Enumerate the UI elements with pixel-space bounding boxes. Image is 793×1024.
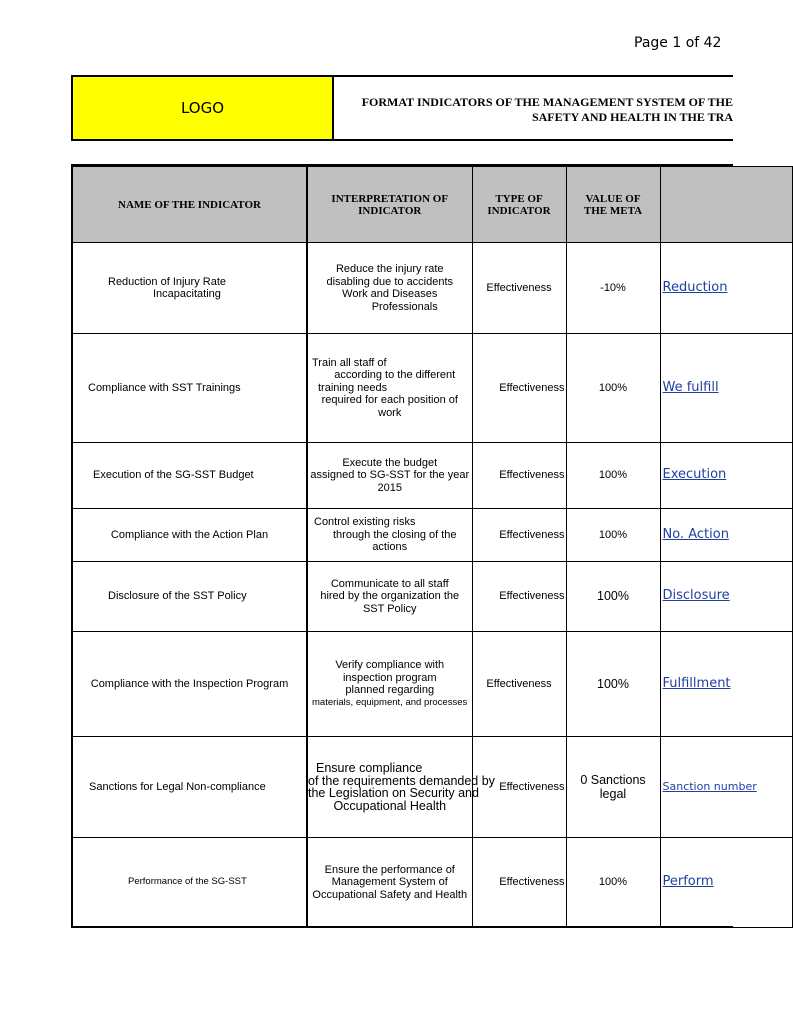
indicator-name: Compliance with the Action Plan bbox=[72, 509, 307, 562]
indicator-formula-link[interactable]: No. Action bbox=[660, 509, 792, 562]
column-header-interpretation: INTERPRETATION OF INDICATOR bbox=[307, 167, 472, 243]
table-row bbox=[72, 737, 792, 838]
indicator-name: Sanctions for Legal Non-compliance bbox=[72, 737, 307, 838]
indicator-interpretation: Ensure compliance of the requirements demanded by the Legislation on Security and Occupational Health bbox=[307, 737, 472, 838]
indicator-interpretation: Train all staff of according to the different training needs required for each position of work bbox=[307, 334, 472, 443]
table-row bbox=[72, 632, 792, 737]
document-title bbox=[334, 95, 733, 125]
indicator-name: Compliance with the Inspection Program bbox=[72, 632, 307, 737]
indicator-formula-link[interactable]: Sanction number bbox=[660, 737, 792, 838]
indicator-type: Effectiveness bbox=[472, 509, 566, 562]
indicator-meta: 100% bbox=[566, 562, 660, 632]
indicator-meta: -10% bbox=[566, 243, 660, 334]
table-row bbox=[72, 562, 792, 632]
indicator-name: Reduction of Injury Rate Incapacitating bbox=[72, 243, 307, 334]
indicator-name: Execution of the SG-SST Budget bbox=[72, 443, 307, 509]
indicator-interpretation: Reduce the injury rate disabling due to accidents Work and Diseases Professionals bbox=[307, 243, 472, 334]
indicator-type: Effectiveness bbox=[472, 838, 566, 928]
indicator-type: Effectiveness bbox=[472, 243, 566, 334]
indicator-interpretation: Execute the budget assigned to SG-SST for the year 2015 bbox=[307, 443, 472, 509]
indicator-type: Effectiveness bbox=[472, 562, 566, 632]
indicator-type: Effectiveness bbox=[472, 632, 566, 737]
indicator-type: Effectiveness bbox=[472, 334, 566, 443]
indicator-formula-link[interactable]: Perform bbox=[660, 838, 792, 928]
indicator-interpretation: Verify compliance with inspection program planned regarding materials, equipment, and processes bbox=[307, 632, 472, 737]
indicator-meta: 100% bbox=[566, 509, 660, 562]
indicator-type: Effectiveness bbox=[472, 443, 566, 509]
indicator-interpretation: Ensure the performance of Management System of Occupational Safety and Health bbox=[307, 838, 472, 928]
table-row bbox=[72, 509, 792, 562]
table-row bbox=[72, 243, 792, 334]
column-header-meta: VALUE OF THE META bbox=[566, 167, 660, 243]
indicator-meta: 100% bbox=[566, 443, 660, 509]
indicator-meta: 100% bbox=[566, 838, 660, 928]
indicator-name: Performance of the SG-SST bbox=[72, 838, 307, 928]
indicator-formula-link[interactable]: We fulfill bbox=[660, 334, 792, 443]
indicator-interpretation: Communicate to all staff hired by the organization the SST Policy bbox=[307, 562, 472, 632]
indicator-meta: 100% bbox=[566, 632, 660, 737]
document-title-line-1: FORMAT INDICATORS OF THE MANAGEMENT SYSTEM OF THE bbox=[361, 95, 733, 109]
indicator-name: Disclosure of the SST Policy bbox=[72, 562, 307, 632]
table-row bbox=[72, 334, 792, 443]
indicators-table bbox=[71, 164, 757, 928]
indicator-formula-link[interactable]: Execution bbox=[660, 443, 792, 509]
column-header-formula bbox=[660, 167, 792, 243]
indicator-meta: 0 Sanctions legal bbox=[566, 737, 660, 838]
document-header bbox=[71, 75, 733, 141]
column-header-type: TYPE OF INDICATOR bbox=[472, 167, 566, 243]
logo-placeholder: LOGO bbox=[73, 77, 334, 139]
indicator-name: Compliance with SST Trainings bbox=[72, 334, 307, 443]
indicator-formula-link[interactable]: Fulfillment bbox=[660, 632, 792, 737]
table-header-row bbox=[72, 167, 792, 243]
column-header-name: NAME OF THE INDICATOR bbox=[72, 167, 307, 243]
indicator-formula-link[interactable]: Disclosure bbox=[660, 562, 792, 632]
indicator-type: Effectiveness bbox=[472, 737, 566, 838]
document-title-line-2: SAFETY AND HEALTH IN THE TRA bbox=[531, 110, 733, 124]
table-row bbox=[72, 443, 792, 509]
indicator-interpretation: Control existing risks through the closing of the actions bbox=[307, 509, 472, 562]
indicator-meta: 100% bbox=[566, 334, 660, 443]
indicator-formula-link[interactable]: Reduction bbox=[660, 243, 792, 334]
table-row bbox=[72, 838, 792, 928]
page-number: Page 1 of 42 bbox=[634, 35, 722, 51]
